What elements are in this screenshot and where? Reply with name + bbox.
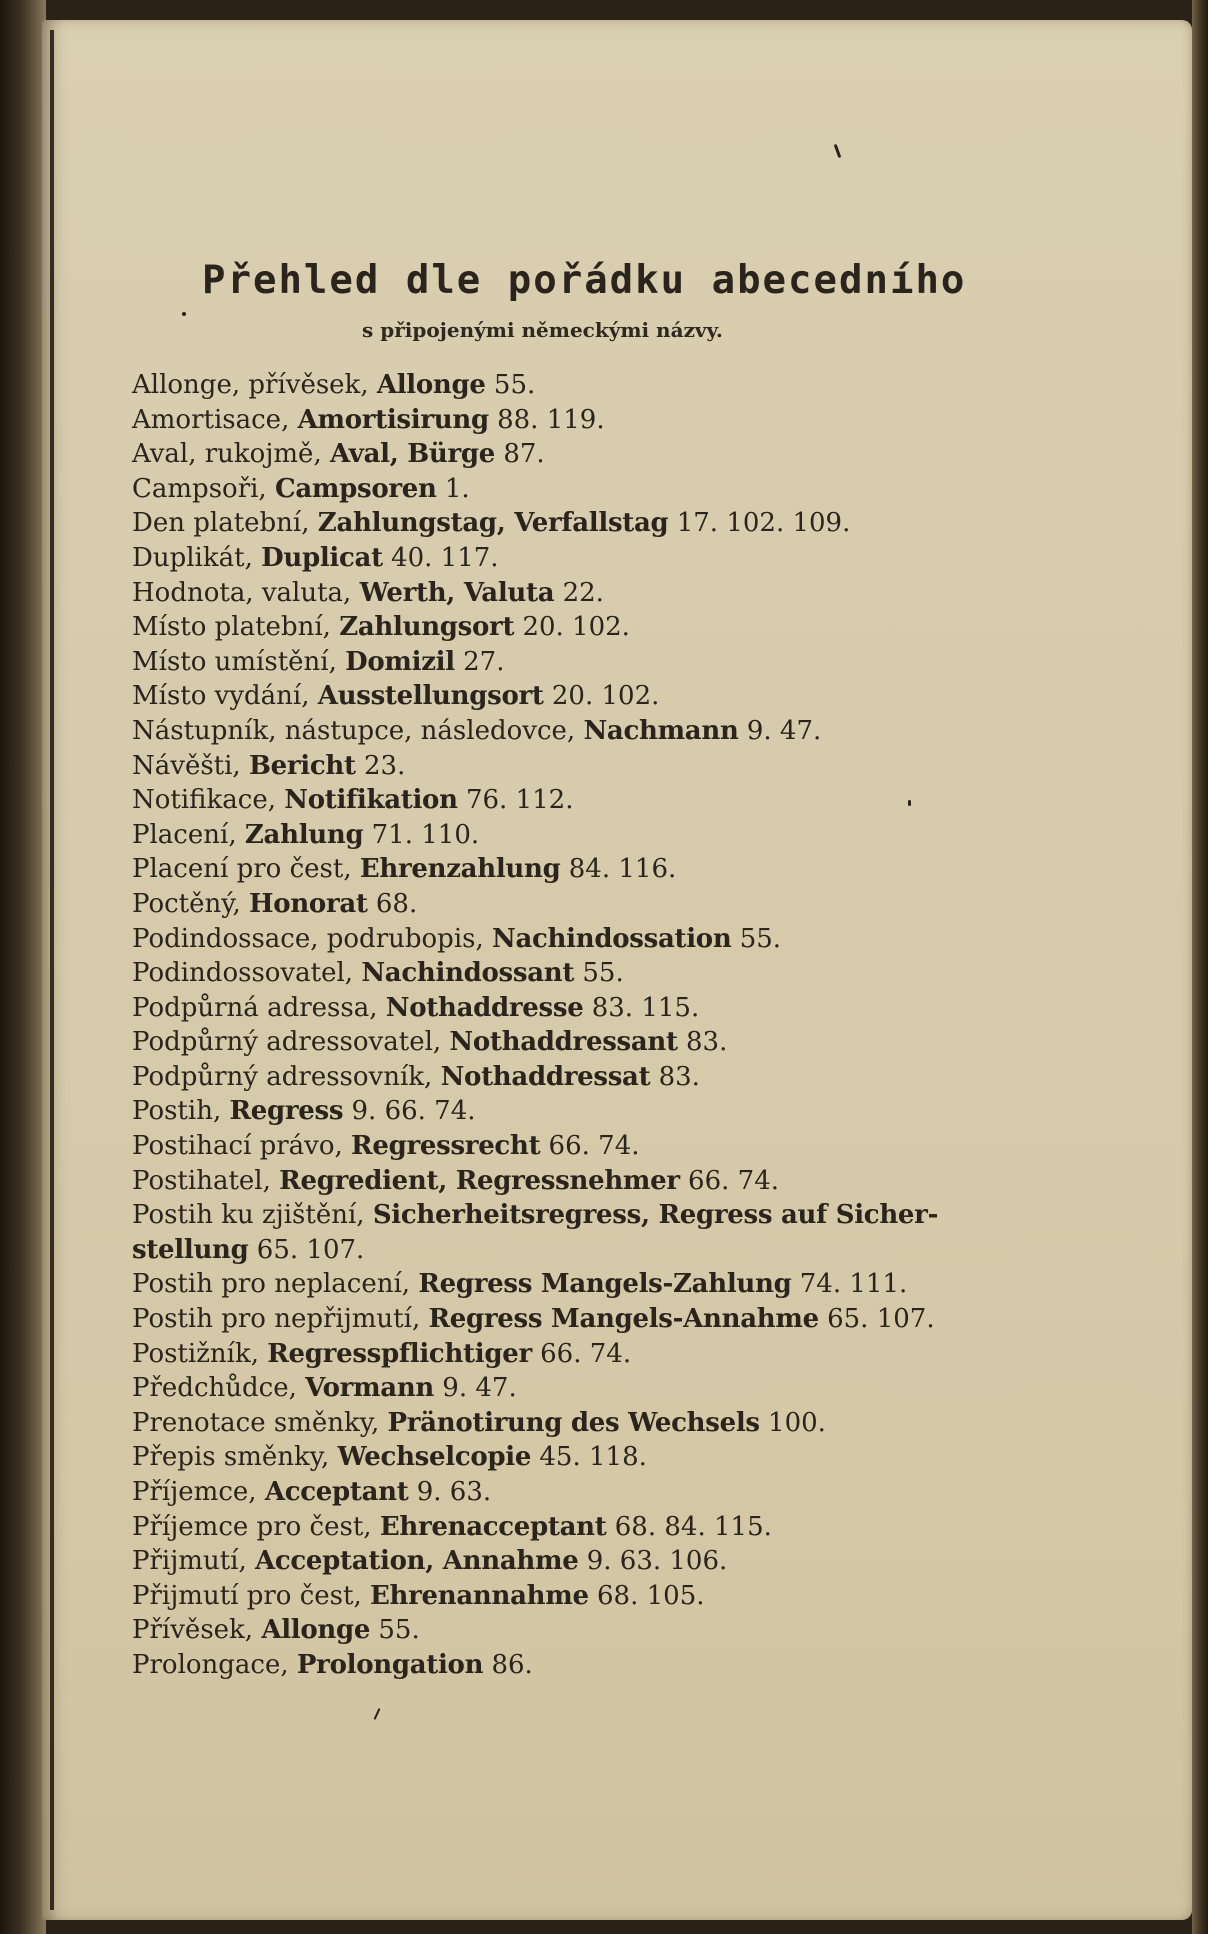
index-entry (132, 956, 1012, 991)
entry-term: Příjemce pro čest, (132, 1511, 372, 1542)
entry-refs: 40. 117. (391, 542, 499, 573)
entry-german: Regredient, Regressnehmer (279, 1165, 680, 1196)
index-entry (132, 1267, 1012, 1302)
index-entry (132, 541, 1012, 576)
index-entry (132, 1060, 1012, 1095)
entry-german: Ausstellungsort (317, 681, 544, 712)
entry-refs: 68. (375, 888, 418, 919)
entry-term: Podpůrný adressovatel, (132, 1027, 442, 1058)
entry-term: Placení, (132, 819, 237, 850)
entry-term: Postihací právo, (132, 1131, 343, 1162)
entry-german: Nachmann (583, 715, 739, 746)
entry-german: stellung (132, 1234, 249, 1265)
index-entry (132, 1440, 1012, 1475)
entry-refs: 100. (768, 1407, 826, 1438)
entry-term: Prenotace směnky, (132, 1407, 380, 1438)
entry-refs: 55. (582, 958, 624, 989)
entry-term: Podpůrná adressa, (132, 992, 378, 1023)
entry-term: Postih pro nepřijmutí, (132, 1304, 421, 1335)
index-entry (132, 1164, 1012, 1199)
entry-term: Placení pro čest, (132, 854, 352, 885)
index-entry (132, 749, 1012, 784)
entry-refs: 55. (378, 1615, 420, 1646)
entry-german: Amortisirung (297, 404, 489, 435)
entry-term: Postižník, (132, 1338, 259, 1369)
index-entry (132, 1302, 1012, 1337)
entry-german: Honorat (249, 888, 368, 919)
index-entry (132, 714, 1012, 749)
entry-refs: 74. 111. (799, 1269, 908, 1300)
entry-refs: 76. 112. (465, 785, 574, 816)
entry-refs: 1. (444, 473, 470, 504)
book-spine-edge (0, 0, 46, 1934)
entry-german: Allonge (376, 370, 486, 400)
entry-refs: 55. (739, 923, 782, 954)
page-right-edge (1192, 0, 1208, 1934)
entry-german: Notifikation (284, 785, 458, 816)
entry-refs: 88. 119. (497, 404, 605, 435)
index-entry (132, 818, 1012, 853)
entry-german: Zahlungsort (339, 612, 515, 643)
entry-refs: 65. 107. (827, 1304, 935, 1335)
entry-term: Notifikace, (132, 785, 276, 816)
index-entry (132, 610, 1012, 645)
entry-term: Předchůdce, (132, 1373, 297, 1404)
entry-refs: 87. (503, 439, 545, 470)
entry-german: Allonge (261, 1615, 371, 1646)
entry-german: Nachindossation (492, 923, 732, 954)
index-entry (132, 472, 1012, 507)
entry-german: Duplicat (261, 542, 383, 573)
index-entry (132, 1475, 1012, 1510)
entry-refs: 65. 107. (256, 1234, 365, 1265)
entry-term: Přepis směnky, (132, 1442, 330, 1473)
entry-term: Den platební, (132, 508, 310, 539)
entry-term: Hodnota, valuta, (132, 577, 352, 608)
index-entry (132, 437, 1012, 472)
entry-refs: 9. 66. 74. (351, 1096, 476, 1127)
index-entry (132, 679, 1012, 714)
entry-refs: 83. (686, 1027, 728, 1058)
entry-german: Ehrenzahlung (359, 854, 561, 885)
index-entry (132, 991, 1012, 1026)
index-entry (132, 1648, 1012, 1683)
entry-german: Domizil (345, 646, 455, 677)
index-entry (132, 887, 1012, 922)
entry-term: Nástupník, nástupce, následovce, (132, 715, 576, 746)
binding-shadow-line (50, 30, 54, 1910)
entry-german: Prolongation (296, 1649, 484, 1680)
index-entry (132, 1406, 1012, 1441)
entry-german: Zahlungstag, Verfallstag (317, 508, 669, 539)
entry-german: Ehrenacceptant (379, 1511, 607, 1542)
index-entry (132, 1613, 1012, 1648)
index-entry (132, 852, 1012, 887)
entry-term: Poctěný, (132, 888, 241, 919)
entry-term: Podpůrný adressovník, (132, 1061, 433, 1092)
entry-german: Wechselcopie (337, 1442, 532, 1473)
index-entry (132, 1094, 1012, 1129)
entry-german: Bericht (248, 750, 356, 781)
entry-german: Vormann (305, 1373, 435, 1404)
index-entry (132, 1129, 1012, 1164)
index-entry (132, 1198, 1012, 1233)
entry-refs: 68. 105. (597, 1580, 705, 1611)
index-entry (132, 368, 1012, 403)
entry-refs: 83. (658, 1061, 700, 1092)
entry-german: Regress (229, 1096, 344, 1127)
entry-term: Přívěsek, (132, 1615, 254, 1646)
entry-german: Nothaddressant (449, 1027, 678, 1058)
ink-speck (182, 312, 186, 316)
entry-term: Postih pro neplacení, (132, 1269, 411, 1300)
entry-german: Acceptation, Annahme (255, 1546, 579, 1577)
entry-refs: 9. 63. 106. (586, 1546, 728, 1577)
entry-refs: 27. (463, 646, 505, 677)
entry-refs: 66. 74. (548, 1131, 640, 1162)
entry-german: Pränotirung des Wechsels (387, 1407, 760, 1438)
entry-term: Prolongace, (132, 1649, 289, 1680)
index-entry (132, 645, 1012, 680)
entry-german: Regress Mangels-Annahme (428, 1304, 819, 1335)
entry-refs: 71. 110. (371, 819, 480, 850)
entry-term: Místo umístění, (132, 646, 337, 677)
index-entry (132, 1579, 1012, 1614)
page-subtitle: s připojenými německými názvy. (362, 318, 723, 342)
entry-term: Allonge, přívěsek, (132, 370, 369, 400)
page-title: Přehled dle pořádku abecedního (202, 258, 967, 303)
entry-term: Campsoři, (132, 473, 267, 504)
index-entry (132, 783, 1012, 818)
entry-term: Aval, rukojmě, (132, 439, 322, 470)
entry-refs: 17. 102. 109. (676, 508, 851, 539)
entry-term: Místo platební, (132, 612, 331, 643)
entry-refs: 86. (491, 1649, 533, 1680)
entry-term: Podindossace, podrubopis, (132, 923, 484, 954)
entry-term: Duplikát, (132, 542, 253, 573)
index-entry (132, 1337, 1012, 1372)
index-entry (132, 1544, 1012, 1579)
entry-german: Werth, Valuta (359, 577, 555, 608)
entry-term: Místo vydání, (132, 681, 310, 712)
entry-refs: 55. (493, 370, 536, 400)
entry-term: Amortisace, (132, 404, 290, 435)
entry-german: Nothaddresse (385, 992, 584, 1023)
index-entry (132, 1371, 1012, 1406)
entry-refs: 68. 84. 115. (614, 1511, 772, 1542)
entry-refs: 9. 63. (416, 1477, 492, 1507)
entry-refs: 9. 47. (442, 1373, 517, 1404)
entry-term: Postihatel, (132, 1165, 271, 1196)
entry-refs: 23. (363, 750, 406, 781)
entry-german: Sicherheitsregress, Regress auf Sicher- (372, 1200, 939, 1231)
entry-german: Acceptant (264, 1477, 409, 1507)
index-entry (132, 922, 1012, 957)
entry-term: Přijmutí pro čest, (132, 1580, 362, 1611)
entry-german: Nachindossant (361, 958, 575, 989)
entry-term: Příjemce, (132, 1477, 257, 1507)
entry-german: Aval, Bürge (329, 439, 496, 470)
index-entry (132, 1510, 1012, 1545)
entry-german: Zahlung (244, 819, 364, 850)
entry-refs: 22. (562, 577, 604, 608)
entry-refs: 84. 116. (568, 854, 677, 885)
entry-refs: 66. 74. (540, 1338, 632, 1369)
entry-german: Ehrenannahme (370, 1580, 589, 1611)
entry-german: Campsoren (274, 473, 437, 504)
entry-refs: 20. 102. (551, 681, 660, 712)
entry-refs: 83. 115. (591, 992, 700, 1023)
index-entry-continuation (132, 1233, 1012, 1268)
index-entry (132, 403, 1012, 438)
index-entry-list (132, 368, 1012, 1683)
entry-refs: 9. 47. (746, 715, 822, 746)
index-entry (132, 506, 1012, 541)
entry-refs: 45. 118. (539, 1442, 647, 1473)
entry-refs: 66. 74. (688, 1165, 780, 1196)
index-entry (132, 576, 1012, 611)
entry-refs: 20. 102. (522, 612, 630, 643)
entry-term: Podindossovatel, (132, 958, 354, 989)
entry-german: Nothaddressat (440, 1061, 651, 1092)
entry-german: Regressrecht (351, 1131, 541, 1162)
entry-term: Postih ku zjištění, (132, 1200, 365, 1231)
entry-term: Přijmutí, (132, 1546, 247, 1577)
entry-german: Regresspflichtiger (267, 1338, 532, 1369)
entry-german: Regress Mangels-Zahlung (418, 1269, 792, 1300)
entry-term: Návěšti, (132, 750, 241, 781)
entry-term: Postih, (132, 1096, 222, 1127)
index-entry (132, 1025, 1012, 1060)
